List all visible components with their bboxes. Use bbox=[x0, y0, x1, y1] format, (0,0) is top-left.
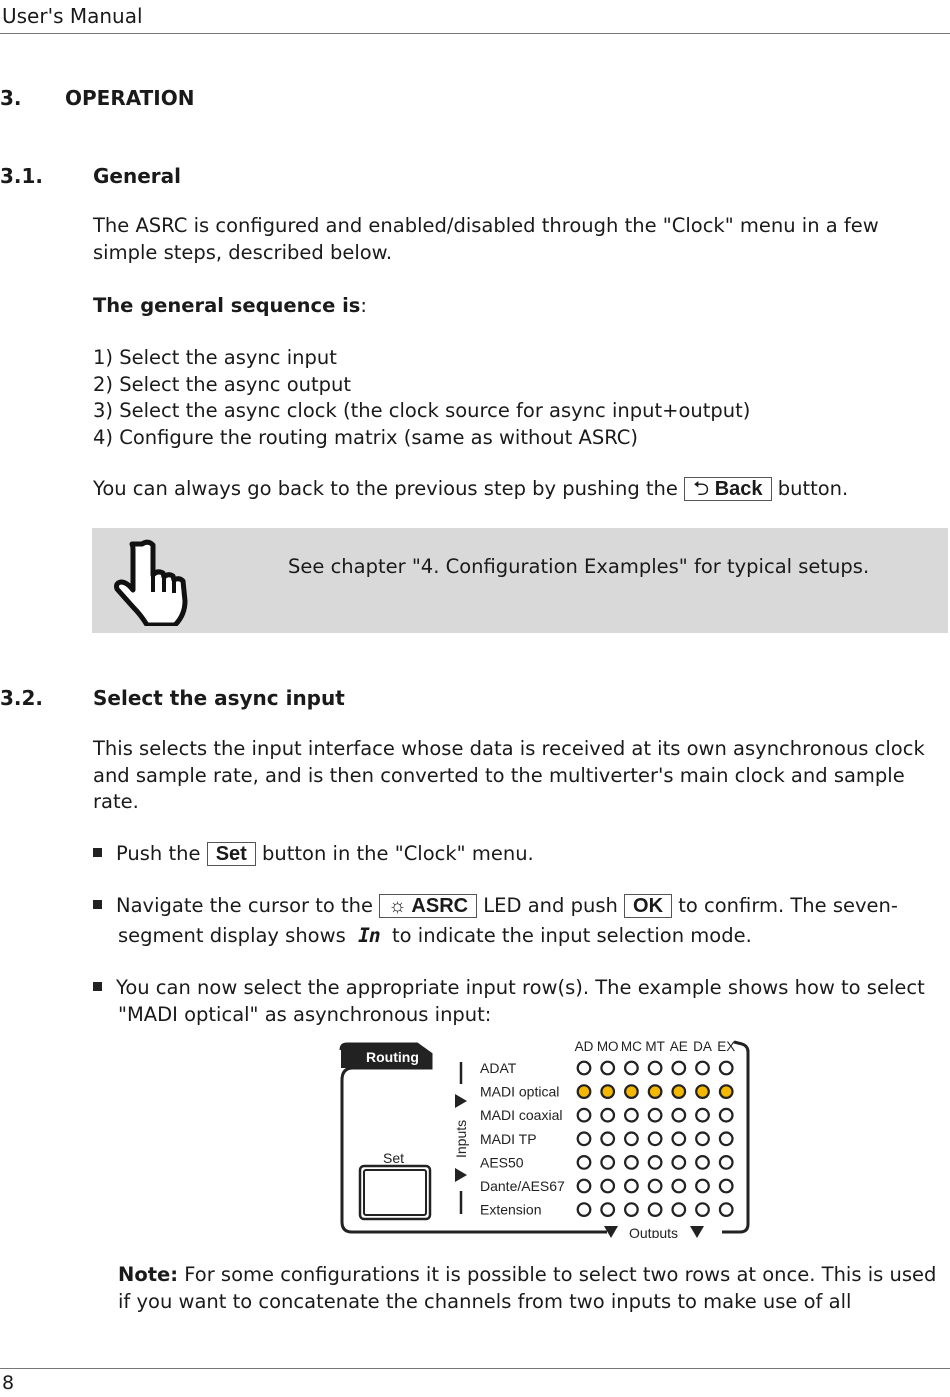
led-off bbox=[601, 1180, 614, 1193]
bullet-2-pre: Navigate the cursor to the bbox=[116, 894, 374, 917]
led-off bbox=[720, 1062, 733, 1075]
back-instruction bbox=[93, 476, 848, 503]
led-off bbox=[578, 1203, 591, 1216]
led-on bbox=[720, 1085, 733, 1098]
led-off bbox=[696, 1203, 709, 1216]
back-key-label: Back bbox=[714, 478, 763, 500]
led-off bbox=[720, 1133, 733, 1146]
led-off bbox=[578, 1156, 591, 1169]
bullet-1 bbox=[93, 841, 534, 868]
bullet-2-post: to confirm. The seven- bbox=[678, 894, 898, 917]
bullet-1-post: button in the "Clock" menu. bbox=[262, 842, 534, 865]
general-intro: The ASRC is configured and enabled/disabled through the "Clock" menu in a few simple steps, described below. bbox=[93, 214, 879, 264]
output-column-label: AE bbox=[669, 1039, 688, 1054]
sequence-colon: : bbox=[360, 294, 367, 317]
led-off bbox=[673, 1109, 686, 1122]
led-off bbox=[578, 1109, 591, 1122]
led-off bbox=[696, 1180, 709, 1193]
led-off bbox=[601, 1203, 614, 1216]
input-row-label: MADI optical bbox=[480, 1083, 560, 1100]
output-column-label: MT bbox=[645, 1039, 665, 1054]
step-list bbox=[93, 345, 750, 451]
led-off bbox=[578, 1133, 591, 1146]
output-column-label: DA bbox=[693, 1039, 712, 1054]
led-off bbox=[649, 1109, 662, 1122]
asrc-key bbox=[379, 894, 477, 918]
routing-diagram bbox=[338, 1036, 752, 1238]
section-3-1-title: General bbox=[93, 164, 181, 188]
tip-text: See chapter "4. Configuration Examples" for typical setups. bbox=[288, 555, 870, 578]
bullet-square-icon bbox=[93, 982, 102, 991]
triangle-right-icon bbox=[455, 1094, 467, 1108]
back-pre: You can always go back to the previous step by pushing the bbox=[93, 477, 678, 500]
led-on bbox=[625, 1085, 638, 1098]
led-off bbox=[649, 1062, 662, 1075]
set-button-graphic bbox=[360, 1166, 430, 1219]
led-on bbox=[578, 1085, 591, 1098]
led-off bbox=[625, 1109, 638, 1122]
led-off bbox=[649, 1180, 662, 1193]
input-row-label: ADAT bbox=[480, 1060, 517, 1076]
bullet-3 bbox=[93, 975, 948, 1028]
led-off bbox=[673, 1180, 686, 1193]
asrc-key-label: ASRC bbox=[411, 895, 469, 917]
routing-label: Routing bbox=[366, 1049, 419, 1065]
step-item: 3) Select the async clock (the clock source for async input+output) bbox=[93, 399, 751, 422]
led-off bbox=[601, 1156, 614, 1169]
back-post: button. bbox=[777, 477, 849, 500]
section-3-number: 3. bbox=[0, 86, 22, 110]
led-off bbox=[625, 1062, 638, 1075]
led-off bbox=[696, 1156, 709, 1169]
async-input-intro: This selects the input interface whose data is received at its own asynchronous clock and sample rate, and is then converted to the multiverter's main clock and sample rate. bbox=[93, 737, 925, 813]
section-3-2-number: 3.2. bbox=[0, 686, 44, 710]
led-off bbox=[649, 1156, 662, 1169]
bullet-3-text: You can now select the appropriate input row(s). The example shows how to select "MADI optical" as asynchronous input: bbox=[116, 976, 925, 1026]
inputs-label: Inputs bbox=[453, 1119, 469, 1158]
pointing-hand-icon bbox=[112, 538, 202, 630]
tip-box bbox=[92, 528, 948, 633]
seven-segment-in: In bbox=[358, 924, 380, 947]
set-key: Set bbox=[207, 842, 256, 866]
led-off bbox=[673, 1133, 686, 1146]
note-paragraph bbox=[118, 1262, 943, 1315]
step-item: 2) Select the async output bbox=[93, 372, 352, 396]
led-off bbox=[601, 1133, 614, 1146]
step-item: 4) Configure the routing matrix (same as without ASRC) bbox=[93, 425, 639, 449]
output-column-label: AD bbox=[574, 1039, 594, 1054]
led-off bbox=[673, 1203, 686, 1216]
led-off bbox=[625, 1180, 638, 1193]
sun-led-icon: ☼ bbox=[388, 895, 407, 917]
back-arrow-icon: ⮌ bbox=[693, 478, 710, 500]
led-off bbox=[625, 1203, 638, 1216]
led-off bbox=[720, 1109, 733, 1122]
led-off bbox=[578, 1062, 591, 1075]
routing-diagram-svg bbox=[338, 1036, 752, 1238]
led-off bbox=[720, 1180, 733, 1193]
led-off bbox=[696, 1062, 709, 1075]
page-number: 8 bbox=[2, 1372, 15, 1394]
led-off bbox=[649, 1203, 662, 1216]
bullet-2-line-2 bbox=[118, 923, 752, 950]
led-off bbox=[720, 1156, 733, 1169]
section-3-1-number: 3.1. bbox=[0, 164, 44, 188]
bullet-2-mid: LED and push bbox=[483, 894, 618, 917]
led-off bbox=[696, 1133, 709, 1146]
sequence-label: The general sequence is bbox=[93, 294, 361, 317]
ok-key: OK bbox=[624, 894, 672, 918]
bullet-2-line2-post: to indicate the input selection mode. bbox=[392, 924, 752, 947]
footer-rule bbox=[0, 1368, 950, 1369]
bullet-2 bbox=[93, 893, 898, 920]
led-off bbox=[601, 1109, 614, 1122]
led-on bbox=[696, 1085, 709, 1098]
output-column-label: MO bbox=[596, 1039, 619, 1054]
input-row-label: Dante/AES67 bbox=[480, 1178, 565, 1194]
bullet-1-pre: Push the bbox=[116, 842, 201, 865]
bullet-square-icon bbox=[93, 848, 102, 857]
triangle-right-icon bbox=[455, 1168, 467, 1182]
bullet-2-line2-pre: segment display shows bbox=[118, 924, 346, 947]
led-off bbox=[578, 1180, 591, 1193]
led-on bbox=[601, 1085, 614, 1098]
triangle-down-icon bbox=[690, 1226, 704, 1238]
led-off bbox=[696, 1109, 709, 1122]
running-header: User's Manual bbox=[2, 4, 143, 28]
led-on bbox=[673, 1085, 686, 1098]
led-off bbox=[673, 1062, 686, 1075]
output-column-label: MC bbox=[620, 1039, 642, 1054]
input-row-label: MADI TP bbox=[480, 1130, 537, 1147]
outputs-label: Outputs bbox=[629, 1225, 679, 1238]
bullet-square-icon bbox=[93, 900, 102, 909]
led-off bbox=[720, 1203, 733, 1216]
input-row-label: Extension bbox=[480, 1201, 542, 1218]
sequence-heading bbox=[93, 293, 367, 320]
back-key bbox=[684, 477, 771, 501]
step-item: 1) Select the async input bbox=[93, 346, 337, 369]
led-off bbox=[601, 1062, 614, 1075]
section-3-2-title: Select the async input bbox=[93, 686, 345, 710]
set-label: Set bbox=[383, 1150, 405, 1166]
section-3-title: OPERATION bbox=[65, 86, 195, 110]
input-row-label: MADI coaxial bbox=[480, 1107, 563, 1124]
led-off bbox=[673, 1156, 686, 1169]
led-off bbox=[625, 1133, 638, 1146]
led-off bbox=[625, 1156, 638, 1169]
input-row-label: AES50 bbox=[480, 1154, 524, 1171]
led-off bbox=[649, 1133, 662, 1146]
led-on bbox=[649, 1085, 662, 1098]
note-label: Note: bbox=[118, 1263, 179, 1286]
output-column-label: EX bbox=[717, 1039, 736, 1054]
note-text: For some configurations it is possible to select two rows at once. This is used if you want to concatenate the channels from two inputs to make use of all bbox=[118, 1263, 937, 1313]
header-rule bbox=[0, 33, 950, 34]
